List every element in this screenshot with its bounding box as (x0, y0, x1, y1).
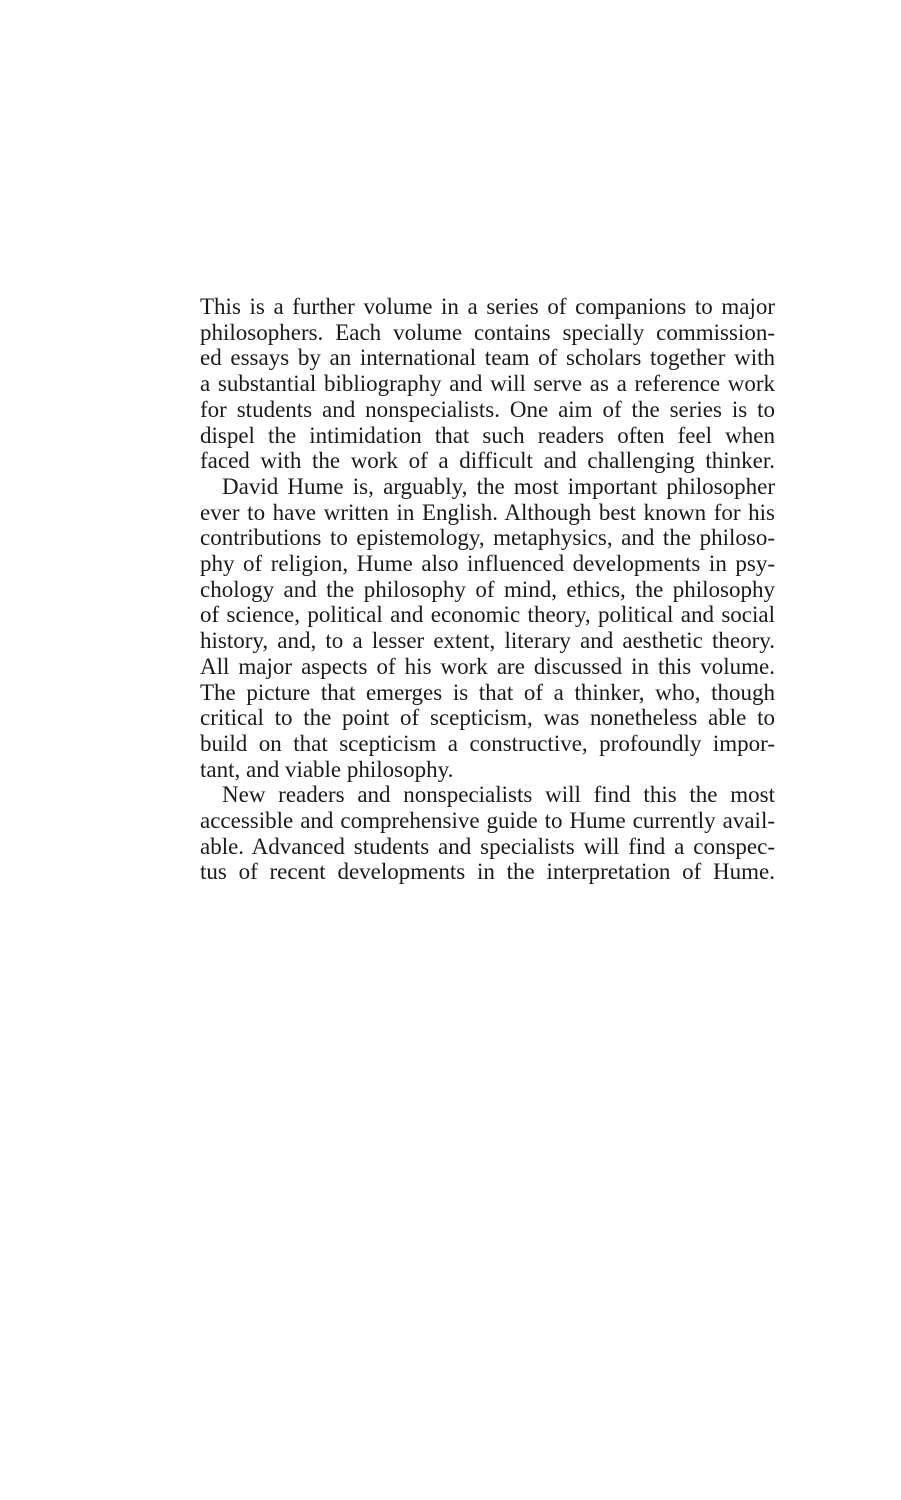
text-line: for students and nonspecialists. One aim of the series is to (200, 396, 775, 422)
text-line: phy of religion, Hume also influenced developments in psy- (200, 551, 775, 577)
text-line: All major aspects of his work are discussed in this volume. (200, 653, 775, 679)
text-line: ever to have written in English. Although best known for his (200, 499, 775, 525)
text-line: ed essays by an international team of scholars together with (200, 345, 775, 371)
text-line: chology and the philosophy of mind, ethics, the philosophy (200, 576, 775, 602)
text-line: critical to the point of scepticism, was nonetheless able to (200, 705, 775, 731)
text-line: of science, political and economic theory, political and social (200, 602, 775, 628)
text-line: contributions to epistemology, metaphysics, and the philoso- (200, 525, 775, 551)
text-line: history, and, to a lesser extent, literary and aesthetic theory. (200, 628, 775, 654)
paragraph-audience (200, 782, 775, 885)
text-line: faced with the work of a difficult and challenging thinker. (200, 448, 775, 474)
text-line: This is a further volume in a series of companions to major (200, 294, 775, 319)
text-line: dispel the intimidation that such readers often feel when (200, 422, 775, 448)
blurb-text (200, 294, 775, 885)
paragraph-series-intro (200, 294, 775, 474)
text-line: build on that scepticism a constructive, profoundly impor- (200, 730, 775, 756)
text-line: New readers and nonspecialists will find this the most (222, 782, 775, 808)
text-line: philosophers. Each volume contains specially commission- (200, 319, 775, 345)
text-line: able. Advanced students and specialists will find a conspec- (200, 833, 775, 859)
text-line: a substantial bibliography and will serve as a reference work (200, 371, 775, 397)
text-line: David Hume is, arguably, the most important philosopher (222, 473, 775, 499)
text-line: The picture that emerges is that of a thinker, who, though (200, 679, 775, 705)
paragraph-hume-overview (200, 474, 775, 782)
text-line: accessible and comprehensive guide to Hume currently avail- (200, 808, 775, 834)
text-line: tus of recent developments in the interpretation of Hume. (200, 859, 775, 885)
text-line: tant, and viable philosophy. (200, 756, 454, 782)
